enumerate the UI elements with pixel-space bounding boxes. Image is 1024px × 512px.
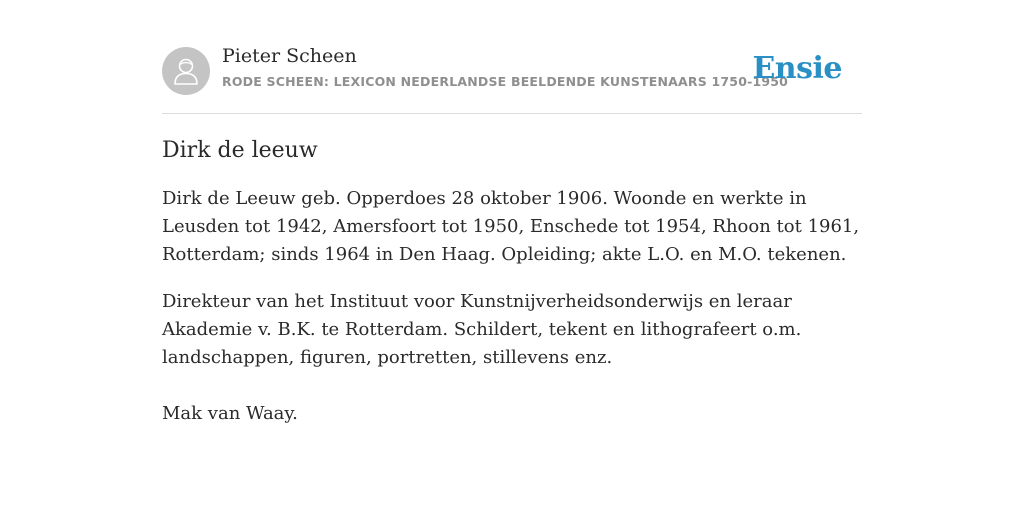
article-card (162, 40, 862, 428)
article-header (162, 40, 862, 114)
article-paragraph: Direkteur van het Instituut voor Kunstnijverheidsonderwijs en leraar Akademie v. B.K. te Rotterdam. Schildert, tekent en lithografeert o.m. landschappen, figuren, portretten, stillevens enz. (162, 291, 802, 368)
author-avatar[interactable] (162, 47, 210, 95)
article-signature: Mak van Waay. (162, 403, 298, 424)
author-name[interactable]: Pieter Scheen (222, 45, 357, 67)
article-paragraph: Dirk de Leeuw geb. Opperdoes 28 oktober 1906. Woonde en werkte in Leusden tot 1942, Amersfoort tot 1950, Enschede tot 1954, Rhoon tot 1961, Rotterdam; sinds 1964 in Den Haag. Opleiding; akte L.O. en M.O. tekenen. (162, 188, 860, 265)
ensie-logo[interactable]: Ensie (752, 51, 842, 86)
source-title[interactable]: RODE SCHEEN: LEXICON NEDERLANDSE BEELDENDE KUNSTENAARS 1750-1950 (222, 74, 789, 89)
article-title: Dirk de leeuw (162, 138, 318, 163)
user-icon (172, 56, 200, 86)
